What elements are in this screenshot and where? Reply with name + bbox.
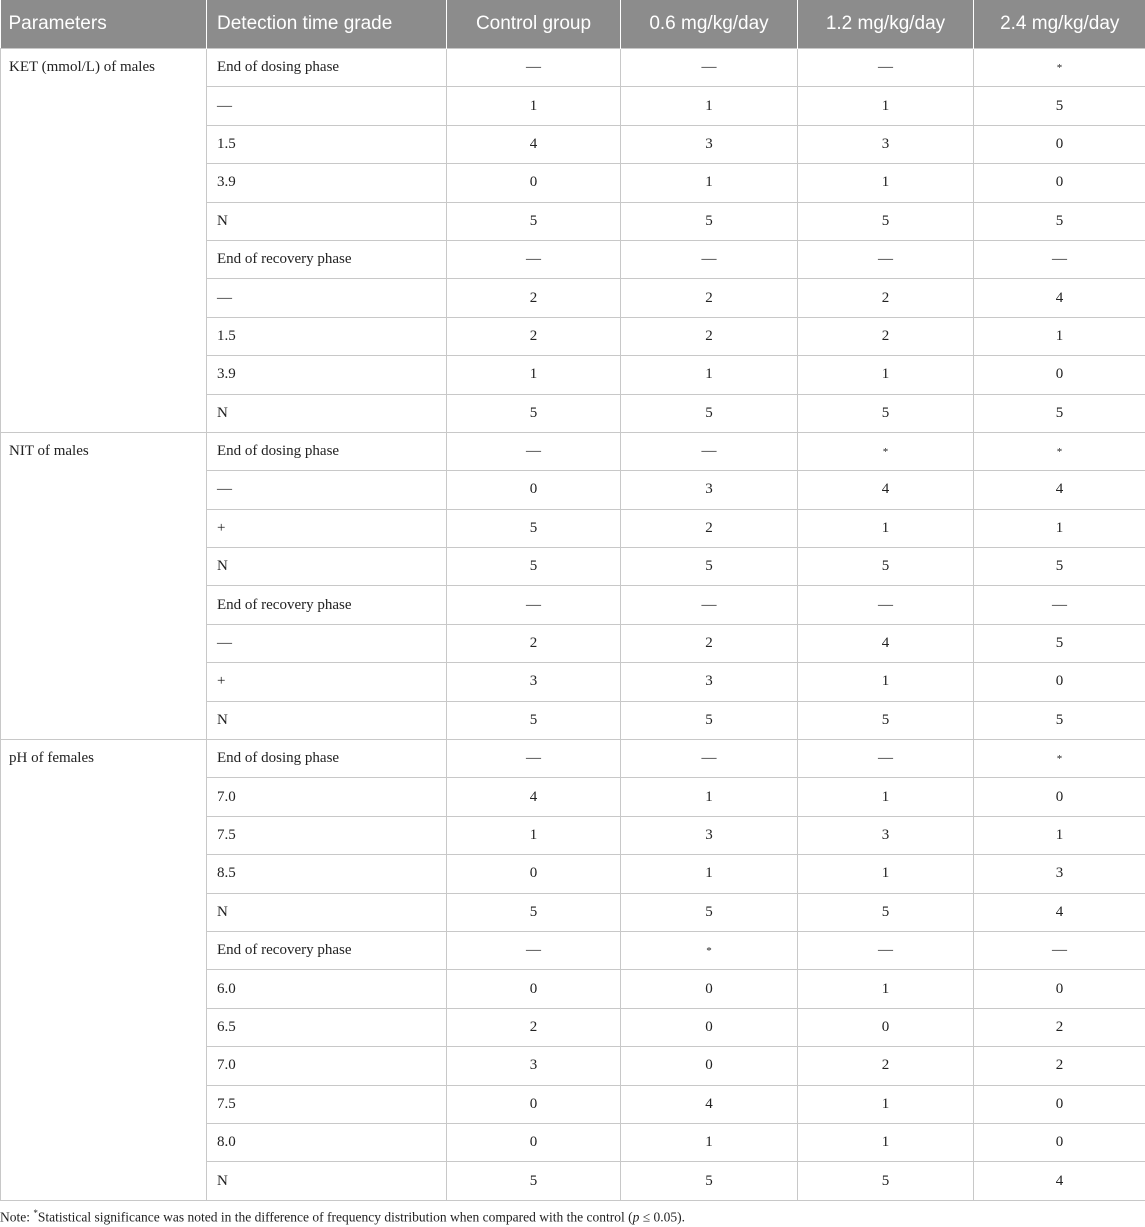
value-cell: — — [621, 586, 798, 624]
grade-cell: N — [207, 893, 447, 931]
grade-cell: N — [207, 394, 447, 432]
value-cell: 2 — [974, 1047, 1145, 1085]
value-cell: 5 — [974, 87, 1145, 125]
grade-cell: 3.9 — [207, 164, 447, 202]
table-body — [1, 49, 1145, 1201]
header-dose-1-2: 1.2 mg/kg/day — [798, 0, 974, 49]
grade-cell: End of recovery phase — [207, 240, 447, 278]
value-cell: — — [798, 586, 974, 624]
value-cell: 5 — [974, 202, 1145, 240]
table-row — [1, 432, 1145, 470]
value-cell: 5 — [798, 701, 974, 739]
value-cell: 2 — [447, 317, 621, 355]
value-cell: 1 — [798, 356, 974, 394]
grade-cell: 7.5 — [207, 1085, 447, 1123]
value-cell: — — [447, 586, 621, 624]
value-cell: 2 — [447, 279, 621, 317]
grade-cell: 6.5 — [207, 1008, 447, 1046]
value-cell: 5 — [798, 202, 974, 240]
value-cell: 5 — [798, 394, 974, 432]
header-dose-0-6: 0.6 mg/kg/day — [621, 0, 798, 49]
value-cell: 5 — [447, 893, 621, 931]
value-cell: 5 — [447, 1162, 621, 1200]
value-cell: 4 — [447, 778, 621, 816]
value-cell: 1 — [798, 509, 974, 547]
value-cell: 0 — [974, 663, 1145, 701]
value-cell: 1 — [447, 87, 621, 125]
value-cell: — — [621, 740, 798, 778]
value-cell: — — [974, 931, 1145, 969]
value-cell: 5 — [621, 701, 798, 739]
value-cell: 2 — [447, 624, 621, 662]
value-cell: 4 — [974, 279, 1145, 317]
value-cell: 1 — [974, 317, 1145, 355]
value-cell: 5 — [621, 548, 798, 586]
value-cell: 5 — [974, 548, 1145, 586]
table-note — [0, 1208, 685, 1226]
value-cell: 5 — [447, 394, 621, 432]
value-cell: 5 — [621, 1162, 798, 1200]
note-marker: * — [33, 1208, 38, 1218]
grade-cell: — — [207, 87, 447, 125]
value-cell: 1 — [621, 778, 798, 816]
value-cell: 1 — [798, 1085, 974, 1123]
value-cell: 5 — [621, 394, 798, 432]
value-cell: 0 — [447, 164, 621, 202]
value-cell: 2 — [798, 317, 974, 355]
table-row — [1, 740, 1145, 778]
value-cell: 5 — [974, 394, 1145, 432]
grade-cell: End of recovery phase — [207, 586, 447, 624]
grade-cell: 1.5 — [207, 125, 447, 163]
value-cell: 1 — [798, 855, 974, 893]
value-cell: 1 — [798, 1123, 974, 1161]
value-cell: 3 — [798, 125, 974, 163]
value-cell: 1 — [974, 509, 1145, 547]
grade-cell: 8.5 — [207, 855, 447, 893]
parameter-cell: NIT of males — [1, 432, 207, 739]
value-cell: 5 — [798, 893, 974, 931]
value-cell: 0 — [798, 1008, 974, 1046]
grade-cell: End of dosing phase — [207, 432, 447, 470]
value-cell: 2 — [447, 1008, 621, 1046]
grade-cell: 8.0 — [207, 1123, 447, 1161]
value-cell: 3 — [798, 816, 974, 854]
value-cell: 4 — [974, 471, 1145, 509]
value-cell: 0 — [447, 970, 621, 1008]
value-cell: 3 — [621, 816, 798, 854]
value-cell: 5 — [798, 548, 974, 586]
grade-cell: N — [207, 701, 447, 739]
value-cell: 5 — [621, 202, 798, 240]
value-cell: 4 — [974, 893, 1145, 931]
grade-cell: N — [207, 202, 447, 240]
note-rest: ≤ 0.05). — [639, 1209, 685, 1225]
value-cell: 1 — [798, 663, 974, 701]
value-cell: — — [447, 931, 621, 969]
header-control-group: Control group — [447, 0, 621, 49]
grade-cell: + — [207, 663, 447, 701]
value-cell: 1 — [447, 356, 621, 394]
value-cell: 1 — [447, 816, 621, 854]
value-cell: 2 — [621, 317, 798, 355]
value-cell: 4 — [447, 125, 621, 163]
value-cell: 5 — [447, 701, 621, 739]
value-cell: 0 — [447, 1085, 621, 1123]
grade-cell: End of recovery phase — [207, 931, 447, 969]
value-cell: 0 — [974, 1085, 1145, 1123]
value-cell: * — [621, 931, 798, 969]
value-cell: 3 — [621, 471, 798, 509]
value-cell: 3 — [621, 663, 798, 701]
value-cell: 2 — [798, 279, 974, 317]
value-cell: 1 — [798, 970, 974, 1008]
value-cell: 1 — [621, 855, 798, 893]
grade-cell: — — [207, 471, 447, 509]
value-cell: — — [798, 240, 974, 278]
value-cell: — — [798, 740, 974, 778]
value-cell: 0 — [621, 1008, 798, 1046]
value-cell: * — [974, 740, 1145, 778]
value-cell: * — [974, 432, 1145, 470]
value-cell: 1 — [621, 1123, 798, 1161]
value-cell: 5 — [447, 202, 621, 240]
value-cell: 0 — [974, 164, 1145, 202]
value-cell: — — [974, 240, 1145, 278]
grade-cell: 6.0 — [207, 970, 447, 1008]
grade-cell: 3.9 — [207, 356, 447, 394]
grade-cell: End of dosing phase — [207, 740, 447, 778]
value-cell: 5 — [447, 548, 621, 586]
value-cell: 0 — [974, 778, 1145, 816]
value-cell: — — [974, 586, 1145, 624]
value-cell: 5 — [974, 624, 1145, 662]
parameter-cell: pH of females — [1, 740, 207, 1201]
grade-cell: 7.5 — [207, 816, 447, 854]
grade-cell: N — [207, 548, 447, 586]
header-parameters: Parameters — [1, 0, 207, 49]
value-cell: — — [621, 240, 798, 278]
value-cell: — — [447, 49, 621, 87]
value-cell: 3 — [974, 855, 1145, 893]
value-cell: * — [798, 432, 974, 470]
header-dose-2-4: 2.4 mg/kg/day — [974, 0, 1145, 49]
grade-cell: 7.0 — [207, 1047, 447, 1085]
note-text: Statistical significance was noted in the difference of frequency distribution when compared with the control ( — [37, 1209, 633, 1225]
grade-cell: — — [207, 279, 447, 317]
value-cell: 2 — [798, 1047, 974, 1085]
value-cell: 0 — [621, 970, 798, 1008]
value-cell: 0 — [621, 1047, 798, 1085]
value-cell: — — [798, 49, 974, 87]
table-row — [1, 49, 1145, 87]
note-prefix: Note: — [0, 1209, 34, 1225]
value-cell: 3 — [621, 125, 798, 163]
value-cell: — — [447, 432, 621, 470]
value-cell: 0 — [974, 356, 1145, 394]
value-cell: 3 — [447, 663, 621, 701]
value-cell: 1 — [621, 356, 798, 394]
value-cell: 2 — [974, 1008, 1145, 1046]
grade-cell: — — [207, 624, 447, 662]
value-cell: 4 — [798, 471, 974, 509]
value-cell: — — [447, 740, 621, 778]
value-cell: — — [447, 240, 621, 278]
value-cell: — — [621, 49, 798, 87]
value-cell: 1 — [798, 87, 974, 125]
grade-cell: 1.5 — [207, 317, 447, 355]
value-cell: 5 — [974, 701, 1145, 739]
value-cell: 5 — [798, 1162, 974, 1200]
value-cell: 4 — [974, 1162, 1145, 1200]
value-cell: 4 — [621, 1085, 798, 1123]
header-row — [1, 0, 1145, 49]
value-cell: — — [798, 931, 974, 969]
value-cell: 5 — [621, 893, 798, 931]
grade-cell: 7.0 — [207, 778, 447, 816]
value-cell: 1 — [974, 816, 1145, 854]
value-cell: * — [974, 49, 1145, 87]
grade-cell: End of dosing phase — [207, 49, 447, 87]
note-p: p — [632, 1209, 640, 1225]
value-cell: 1 — [621, 164, 798, 202]
value-cell: 1 — [621, 87, 798, 125]
value-cell: — — [621, 432, 798, 470]
value-cell: 3 — [447, 1047, 621, 1085]
parameter-cell: KET (mmol/L) of males — [1, 49, 207, 433]
value-cell: 4 — [798, 624, 974, 662]
value-cell: 0 — [447, 471, 621, 509]
value-cell: 0 — [447, 1123, 621, 1161]
value-cell: 0 — [974, 125, 1145, 163]
value-cell: 1 — [798, 778, 974, 816]
value-cell: 0 — [447, 855, 621, 893]
header-detection-time-grade: Detection time grade — [207, 0, 447, 49]
value-cell: 2 — [621, 624, 798, 662]
value-cell: 2 — [621, 509, 798, 547]
value-cell: 2 — [621, 279, 798, 317]
value-cell: 5 — [447, 509, 621, 547]
value-cell: 0 — [974, 1123, 1145, 1161]
grade-cell: + — [207, 509, 447, 547]
value-cell: 1 — [798, 164, 974, 202]
grade-cell: N — [207, 1162, 447, 1200]
value-cell: 0 — [974, 970, 1145, 1008]
